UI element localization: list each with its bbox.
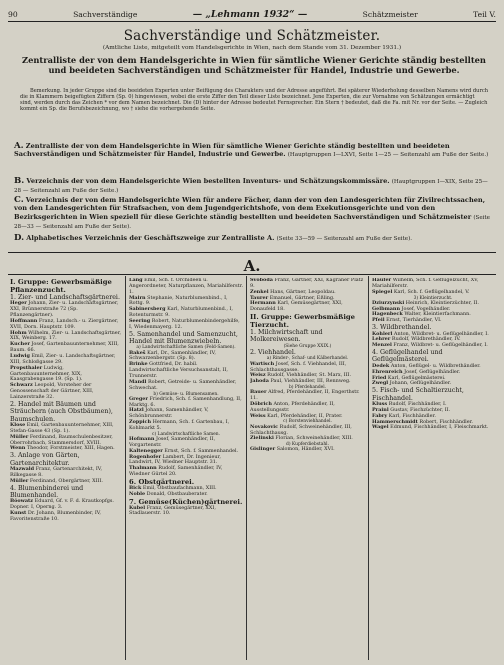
subgroup-heading: 1. Zier- und Landschaftsgärtnerei. [10, 294, 120, 301]
entry-name: Kohlerl [372, 330, 393, 337]
entry-details: Rudolf, Wildbrethändler, IV. [390, 336, 461, 343]
entry-details: Josef, Geflügelhändler. [402, 368, 461, 375]
entry-details: Karl, Fischhändler. [387, 412, 436, 419]
entry-details: Rudolf, Viehhändler, St. Marx, III. [265, 372, 352, 379]
entry-name: Taurer [250, 294, 269, 301]
column-divider [368, 276, 369, 660]
entry-details: Alfred, Pferdehändler, II, Engerthstr. 11. [250, 389, 360, 402]
entry-details: Wilhelm, Zier- u. Landschaftsgärtner, XIX, Weinberg. 17. [10, 329, 122, 342]
subgroup-heading: 4. Blumenbinderei und Blumenhandel. [10, 484, 84, 499]
entry-details: Robert, Fischhändler. [417, 418, 473, 425]
listing-entry [372, 425, 494, 431]
section-rule-top [8, 252, 496, 253]
listing-entry [129, 420, 243, 432]
entry-name: Schwarz [10, 382, 33, 389]
entry-details: Friedrich, Sch. f. Samenhandlung, II, Marktg. 6. [129, 395, 242, 408]
group-heading: 6. Obstgärtnerei. [129, 477, 195, 486]
entry-name: Kluss [372, 401, 388, 408]
entry-details: Anton, Geflügel- u. Wildbrethändler. [389, 362, 481, 369]
entry-details: Ferdinand, Obergärtner, XIII. [28, 477, 103, 484]
group-heading: II. Gruppe: Gewerbsmäßige Tierzucht. [250, 313, 356, 330]
listing-entry [129, 278, 243, 296]
entry-name: Svoboda [250, 278, 273, 283]
entry-name: Mairn [129, 294, 146, 301]
entry-name: Hatzl [129, 407, 144, 414]
entry-details: Franz, Landsch.- u. Ziergärtner, XVII, Dorn. Hauptstr. 109. [10, 317, 119, 330]
entry-details: Franz, Gemüsegärtner, XXI, Stadlauerstr. 10. [129, 504, 216, 517]
entry-details: Emanuel, Gärtner, Eßling. [268, 294, 335, 301]
entry-name: Lehrer [372, 336, 391, 343]
entry-name: Wagel [372, 424, 389, 431]
entry-details: Edmund, Fischhändler, I, Fleischmarkt. [388, 424, 489, 431]
listing-entry [250, 301, 365, 313]
listing-entry [129, 319, 243, 331]
column-divider [125, 276, 126, 660]
running-header [8, 8, 496, 20]
entry-name: Dedek [372, 362, 390, 369]
subgroup-note: c) Landwirtschaftliche Samen. [151, 431, 220, 437]
entry-details: Donald, Obstbauberater. [145, 490, 208, 497]
entry-name: Fried [372, 374, 387, 381]
subgroup-heading: 3. Wildbrethandel. [372, 324, 432, 332]
toc-entry-d: D. Alphabetisches Verzeichnis der Geschäftszweige zur Zentralliste A. (Seite 33—59 — Seitenzahl am Fuße der Seite). [14, 233, 413, 243]
entry-name: Müller [10, 433, 29, 440]
entry-details: Johann, Samenhändler, V, Schönbrunnerstr. [129, 407, 209, 420]
subgroup-note: a) Rinder-, Schaf- und Kälberhandel. [266, 356, 349, 362]
entry-details: Rudolf, Fischhändler, I. [387, 401, 447, 408]
entry-details: Robert, Naturblumenbindergehilfe, I, Wiedenmayerg. 12. [129, 317, 240, 330]
entry-name: Lang [129, 278, 143, 283]
entry-name: Noble [129, 490, 146, 497]
entry-name: Novakovic [250, 423, 279, 430]
entry-details: Karl, Pferdehändler, II, Prater. [265, 412, 343, 419]
subgroup-heading: 3. Anlage von Gärten, Gartenarchitektur. [10, 452, 80, 467]
toc-entry-b: B. Verzeichnis der von dem Handelsgerichte Wien bestellten Inventurs- und Schätzungskommissäre. (Hauptgruppen I—XIX, Seite 25—28 — Seitenzahl am Fuße der Seite.) [14, 176, 488, 195]
entry-details: Wilhelm, Sch. f. Geflügelzucht, XV, Mariahilferstr. [372, 278, 479, 289]
entry-details: Karl, Naturblumenbind., I, Rotenturmstr. 9. [129, 306, 233, 319]
entry-details: Dr. Johann, Blumenbinder, IV, Favoritenstraße 10. [10, 510, 101, 522]
entry-name: Kaltenegger [129, 447, 163, 454]
entry-name: Bick [129, 484, 142, 491]
entry-name: Hofmann [129, 435, 155, 442]
column-divider [246, 276, 247, 660]
entry-name: Fabry [372, 412, 388, 419]
entry-name: Weiss [250, 412, 266, 419]
entry-details: Franz, Gärtner, XXI, Kagraner Platz 9. [250, 278, 364, 289]
entry-name: Haufer [372, 278, 392, 283]
listing-entry [129, 506, 243, 518]
entry-details: Theodor, Forstmeister, XIII, Hagen. [25, 445, 115, 452]
entry-name: Kucher [10, 341, 30, 348]
entry-details: Josef, Gartenbauunternehmer, XIII, Baum. 66. [10, 341, 119, 354]
entry-details: Emil, Sch. f. Orchideen u. Angerordneter, Naturpflanzen, Mariahilferstr. 1. [129, 278, 243, 295]
column-1 [10, 278, 122, 658]
entry-details: Ernst, Sch. f. Sammenhandel. [162, 447, 239, 454]
listing-entry [10, 366, 122, 384]
column-4 [372, 278, 494, 658]
entry-details: Johann, Zier- u. Landschaftsgärtner, XXI, Brünnerstraße 72 (Sp. Pflanzengärtner). [10, 300, 119, 319]
entry-name: Hohm [10, 329, 27, 336]
header-right: Schätzmeister [362, 9, 418, 19]
group-heading: 7. Gemüse(Küchen)gärtnerei. [129, 497, 243, 506]
entry-name: Mazwald [10, 466, 35, 472]
entry-name: Zwegl [372, 380, 389, 387]
entry-name: Seering [129, 317, 151, 324]
entry-details: Karl, Sch. f. Geflügelhandel, V. [392, 288, 470, 295]
section-letter: A. [243, 257, 261, 275]
entry-details: Stephanie, Naturblumenbind., I, Rottg. 9. [129, 294, 228, 307]
entry-name: Hagenbeck [372, 311, 403, 318]
group-heading: I. Gruppe: Gewerbsmäßige Pflanzenzucht. [10, 278, 112, 294]
entry-details: Leopold, Vorsteher der Genossenschaft der Gärtner, XIII, Lainzerstraße 32. [10, 382, 94, 400]
entry-name: Ehrenreich [372, 368, 403, 375]
listing-entry [129, 466, 243, 478]
entry-details: Josef, Sch. f. Viehhandel, III, Schlachthausgasse. [250, 360, 347, 373]
entry-details: Eduard, Gf. v. F. d. Krautkopfgs. Dopner. I, Operng. 3. [10, 498, 114, 511]
header-part: Teil V. [473, 9, 496, 19]
entry-details: Hans, Gärtner, Leopoldau. [268, 288, 336, 295]
entry-details: Josef, Samenhändler, II, Vorgartenstr. [129, 435, 216, 448]
entry-details: Karl, Gemüsegärtner, XXI, Donaufeld 18. [250, 300, 343, 313]
entry-name: Zoppich [129, 419, 152, 426]
intro-heading: Zentralliste der von dem Handelsgerichte in Wien für sämtliche Wiener Gerichte ständig bestellten und beeideten Sachverständigen und Schätzmeister für Handel, Industrie und Gewerbe. [22, 55, 486, 76]
entry-name: Thalmann [129, 465, 157, 472]
entry-name: Hammerschmidt [372, 418, 418, 425]
entry-details: Gottfried, Dr. habil. Landwirtschaftliche Versuchsanstalt, II, Trunnerstr. [129, 361, 228, 379]
listing-entry [10, 383, 122, 401]
listing-entry [250, 447, 365, 453]
subgroup-heading: 5. Fisch- und Schaltierzucht, Fischhandel. [372, 387, 464, 402]
entry-details: Ferdinand, Baumschulenbesitzer, Oberrohrbach, Stammersdorf, XVIII. [10, 433, 113, 446]
entry-name: Bóowatz [10, 498, 34, 505]
entry-details: Emil, Obstbaufachmann, XIII. [141, 484, 217, 491]
entry-details: Anton, Wildbret- u. Geflügelhändler, I. [392, 330, 489, 337]
entry-name: Pfeil [372, 317, 385, 324]
subgroup-note: c) Borstenviehhandel. [283, 419, 332, 425]
entry-name: Jahoda [250, 378, 269, 385]
entry-name: Hermann [250, 300, 276, 307]
entry-name: Brinke [129, 361, 148, 368]
subgroup-note: a) Landwirtschaftliche Samen (Feld-Samen). [136, 345, 236, 351]
listing-entry [10, 301, 122, 319]
entry-name: Greger [129, 395, 148, 402]
entry-name: Müller [10, 477, 29, 484]
entry-name: Menzel [372, 342, 392, 349]
entry-details: Karl, Dr., Samenhändler, IV, Schwarzenbergstr. (Sp. 8). [129, 349, 216, 362]
entry-details: Walter, Kleintierfachmann. [402, 311, 471, 318]
header-publication: — „Lehmann 1932“ — [192, 8, 308, 20]
entry-details: Emil, Zier- u. Landschaftsgärtner, XIII, Schloßgasse 29. [10, 353, 116, 365]
entry-details: Salomon, Händler, XVI. [275, 446, 335, 453]
toc-entry-a: A. Zentralliste der von dem Handelsgerichte in Wien für sämtliche Wiener Gerichte ständig bestellten und beeideten Sachverständigen und Schätzmeister für Handel, Industrie und Gewerbe. (Hauptgruppen I—LXVI, Seite 1—25 — Seitenzahl am Fuße der Seite.) [14, 141, 489, 159]
entry-details: Heinrich, Kleintierzüchter, II. [404, 299, 479, 306]
entry-name: Prainl [372, 406, 389, 413]
subgroup-note: 3) Kleintierzucht. [413, 295, 453, 301]
listing-entry [10, 511, 122, 523]
header-rule [8, 21, 496, 22]
entry-details: Josef, Vogelhändler. [400, 305, 451, 312]
entry-details: Gustav, Fischzüchter, II. [388, 406, 451, 413]
entry-details: Lambert, Dr. Ingenieur, Landwirt, IV, Wiedner Hauptstr. 31. [129, 453, 221, 466]
entry-name: Wenn [10, 445, 26, 452]
entry-name: Bakeš [129, 349, 146, 356]
entry-details: Hermann, Sch. f. Gartenbau, I, Kohlmarkt 5. [129, 419, 230, 431]
subgroup-note: d) Kupferdiebstahl. [286, 442, 329, 448]
entry-name: Gelbmann [372, 305, 401, 312]
entry-name: Gislinger [250, 446, 276, 453]
remark-paragraph: Bemerkung. In jeder Gruppe sind die beeideten Experten unter Beifügung des Charakters und der Adresse angeführt. Bei späterer Wiederholung desselben Namens wird durch die in Klammern beigefügten Ziffern (Sp. 0) hingewiesen, wobei die erste Ziffer den Teil dieser Liste bezeichnet. Jene Experten, die zur Vornahme von Schätzungen ermächtigt sind, werden durch das Zeichen * vor dem Namen bezeichnet. Die (D) hinter der Adresse bedeutet Fernsprecher. Ein Stern † bedeutet, daß die Fa. mit Nr. vor der Seite. — Zugleich kommt ein Sp. die Berufsbezeichnung, wo † siehe die vorhergehende Seite. [20, 88, 489, 112]
entry-name: Döbrich [250, 400, 272, 407]
entry-name: Weisz [250, 372, 266, 379]
entry-name: Bauer [250, 389, 267, 396]
entry-name: Kunst [10, 510, 27, 517]
entry-details: Emil, Gartenbauunternehmer, XIII, Stefan-Gasse 43 (Sp. 1). [10, 421, 114, 434]
entry-details: Paul, Viehhändler, III, Rennweg. [268, 378, 351, 385]
entry-details: Ernst, Tierhändler, VI. [384, 317, 442, 324]
entry-name: Mandl [129, 378, 147, 385]
page-number: 90 [8, 9, 18, 19]
entry-name: Dziurzynski [372, 299, 405, 306]
subgroup-note: b) Pferdehandel. [288, 385, 327, 391]
entry-details: Anton, Pferdehändler, II, Ausstellungsstr. [250, 400, 335, 413]
entry-name: Ludwig [10, 353, 30, 359]
entry-name: Rogenhofer [129, 453, 162, 460]
entry-details: Rudolf, Schweinehändler, III, Schlachthausg. [250, 423, 352, 436]
subgroup-heading: 5. Samenhandel und Samenzucht, Handel mit Blumenzwiebeln. [129, 330, 238, 345]
entry-details: Franz, Gartenarchitekt, IV, Rilkegasse 8. [10, 466, 103, 478]
entry-details: Rudolf, Samenhändler, IV, Wiedner Gürtel 20. [129, 465, 223, 478]
entry-details: Florian, Schweinehändler, XIII. [273, 435, 353, 442]
subgroup-note: (Siehe Gruppe XXIX.) [283, 343, 332, 349]
subgroup-heading: 2. Viehhandel. [250, 349, 296, 357]
column-3 [250, 278, 365, 658]
section-rule-bottom [8, 274, 496, 275]
entry-details: Karl, Geflügelmästerei. [386, 374, 446, 381]
entry-details: Johann, Geflügelhändler. [388, 380, 452, 387]
entry-name: Zielinski [250, 435, 274, 442]
listing-entry [129, 380, 243, 392]
toc-entry-c: C. Verzeichnis der von dem Handelsgerichte Wien für andere Fächer, dann der von den Landesgerichten für Zivilrechtssachen, von den Landesgerichten für Strafsachen, von dem Jugendgerichtshofe, von dem Exekutionsgerichte und von den Bezirksgerichten in Wien speziell für diese Gerichte ständig bestellten und beeideten Sachverständigen und Schätzmeister (Seite 28—33 — Seitenzahl am Fuße der Seite). [14, 195, 490, 231]
entry-name: Propsthaler [10, 364, 43, 371]
subgroup-heading: 4. Geflügelhandel und Geflügelmästerei. [372, 349, 443, 364]
header-left: Sachverständige [73, 9, 138, 19]
entry-name: Kubel [129, 504, 146, 511]
entry-name: Spiegel [372, 288, 393, 295]
entry-name: Zenkel [250, 288, 269, 295]
entry-name: Klose [10, 421, 26, 428]
column-2 [129, 278, 243, 658]
entry-name: Wartisch [250, 360, 275, 367]
subgroup-heading: 1. Milchwirtschaft und Molkereiwesen. [250, 329, 323, 344]
page-subtitle: (Amtliche Liste, mitgeteilt vom Handelsgerichte in Wien, nach dem Stande vom 31. Dezember 1931.) [102, 45, 402, 51]
entry-details: Franz, Wildbret- u. Geflügelhändler, I. [391, 342, 488, 349]
entry-details: Ludwig, Gartenbauunternehmer, XIX, Kaasgrabengasse 19. (Sp. 1). [10, 364, 83, 383]
entry-name: Sabinersberg [129, 306, 166, 313]
listing-entry [129, 362, 243, 380]
subgroup-note: b) Gemüse- u. Blumensamen. [153, 391, 219, 397]
subgroup-heading: 2. Handel mit Bäumen und Sträuchern (auch Obstbäumen), Baumschulen. [10, 400, 113, 423]
entry-name: Heger [10, 300, 27, 307]
entry-name: Hoffmann [10, 317, 38, 324]
page-title: Sachverständige und Schätzmeister. [123, 28, 381, 44]
entry-details: Robert, Getreide- u. Samenhändler, Schwechat. [129, 378, 237, 391]
